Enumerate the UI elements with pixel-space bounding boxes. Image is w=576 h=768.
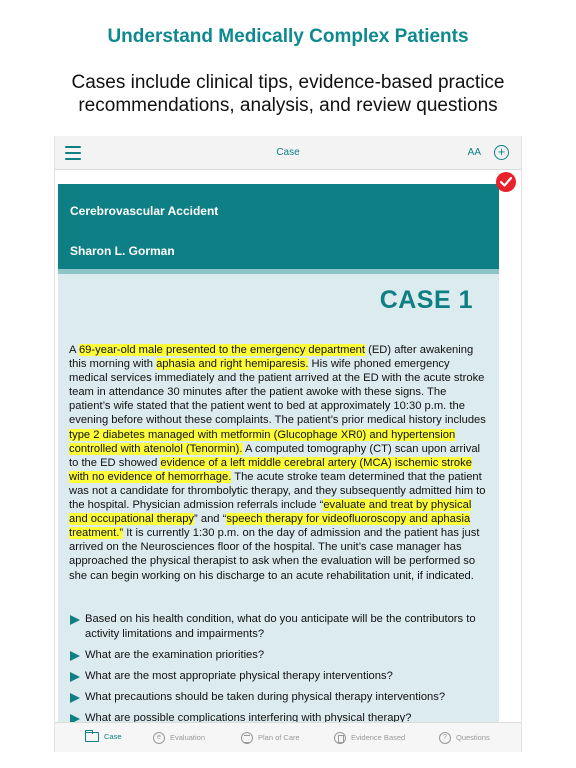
narrative-text: The acute stroke team determined that the patient was not a candidate for thrombolytic therapy, and they subsequently admitted him to the hospital. Physician admission referrals include “ <box>69 470 486 512</box>
narrative-text: A <box>69 344 79 356</box>
triangle-right-icon <box>70 615 80 625</box>
promo-headline: Understand Medically Complex Patients <box>107 26 469 47</box>
case-narrative <box>69 343 489 583</box>
promo-subline: Cases include clinical tips, evidence-based practice recommendations, analysis, and review questions <box>71 72 505 116</box>
review-question[interactable] <box>69 648 489 663</box>
triangle-right-icon <box>70 651 80 661</box>
narrative-text: His wife phoned emergency medical services immediately and the patient arrived at the ED with the acute stroke team in attendance 30 minutes after the patient awoke with these signs. The patient’s wife stated that the patient went to bed at approximately 10:30 p.m. the evening before without these complaints. The patient’s prior medical history includes <box>69 358 486 427</box>
triangle-right-icon <box>70 693 80 703</box>
top-navigation-bar <box>55 136 521 170</box>
question-text: What are the most appropriate physical therapy interventions? <box>85 669 393 682</box>
narrative-text: It is currently 1:30 p.m. on the day of admission and the patient has just arrived on the Neurosciences floor of the hospital. The unit’s case manager has approached the physical therapist to ask when the evaluation will be performed so she can begin working on his discharge to an acute rehabilitation unit, if indicated. <box>69 527 480 582</box>
narrative-text: (ED) after awakening this morning with <box>69 344 474 371</box>
bottom-tab-bar <box>55 722 521 752</box>
review-question[interactable] <box>69 690 489 705</box>
question-text: What are the examination priorities? <box>85 648 265 661</box>
tab-evidence-based[interactable] <box>334 732 405 744</box>
narrative-text: ” and “ <box>194 513 227 526</box>
review-question[interactable] <box>69 612 489 641</box>
tab-evidence-based-label: Evidence Based <box>351 732 406 742</box>
review-question[interactable] <box>69 669 489 684</box>
triangle-right-icon <box>70 714 80 723</box>
question-text: Based on his health condition, what do you anticipate will be the contributors to activity limitations and impairments? <box>85 613 476 640</box>
folder-icon <box>85 732 99 742</box>
narrative-text: A computed tomography (CT) scan upon arrival to the ED showed <box>69 442 481 469</box>
case-content[interactable] <box>58 184 499 722</box>
evaluation-icon: e <box>153 732 165 744</box>
question-icon: ? <box>439 732 451 744</box>
highlighted-text: evaluate and treat by physical and occupational therapy <box>69 499 472 526</box>
document-icon <box>334 732 346 744</box>
tab-case-label: Case <box>104 732 122 741</box>
tab-questions-label: Questions <box>456 732 490 742</box>
tab-evaluation[interactable] <box>153 732 205 744</box>
highlighted-text: 69-year-old male presented to the emergency department <box>78 344 366 356</box>
tab-case[interactable] <box>85 732 122 742</box>
case-header <box>58 184 499 274</box>
chapter-title: Cerebrovascular Accident <box>70 204 219 218</box>
list-icon <box>241 732 253 744</box>
highlighted-text: type 2 diabetes managed with metformin (Glucophage XR0) and hypertension controlled with atenolol (Tenormin). <box>69 428 456 455</box>
question-list <box>69 612 489 722</box>
case-number: CASE 1 <box>379 286 473 314</box>
tab-plan-of-care-label: Plan of Care <box>258 732 300 742</box>
question-text: What precautions should be taken during physical therapy interventions? <box>85 690 446 703</box>
review-question[interactable] <box>69 711 489 723</box>
question-text: What are possible complications interfering with physical therapy? <box>85 711 412 722</box>
tab-evaluation-label: Evaluation <box>170 732 206 742</box>
tab-questions[interactable] <box>439 732 490 744</box>
chapter-author: Sharon L. Gorman <box>70 244 175 258</box>
completed-check-icon[interactable] <box>496 172 516 192</box>
tab-plan-of-care[interactable] <box>241 732 300 744</box>
triangle-right-icon <box>70 672 80 682</box>
screen-title: Case <box>276 147 300 158</box>
highlighted-text: speech therapy for videofluoroscopy and aphasia treatment.” <box>69 513 471 540</box>
add-circle-icon[interactable]: + <box>494 145 509 160</box>
highlighted-text: evidence of a left middle cerebral artery (MCA) ischemic stroke with no evidence of hemorrhage. <box>69 456 472 483</box>
header-stripe <box>58 269 499 274</box>
app-screen <box>54 136 522 752</box>
highlighted-text: aphasia and right hemiparesis. <box>156 358 309 371</box>
font-size-button[interactable]: AA <box>467 147 481 158</box>
